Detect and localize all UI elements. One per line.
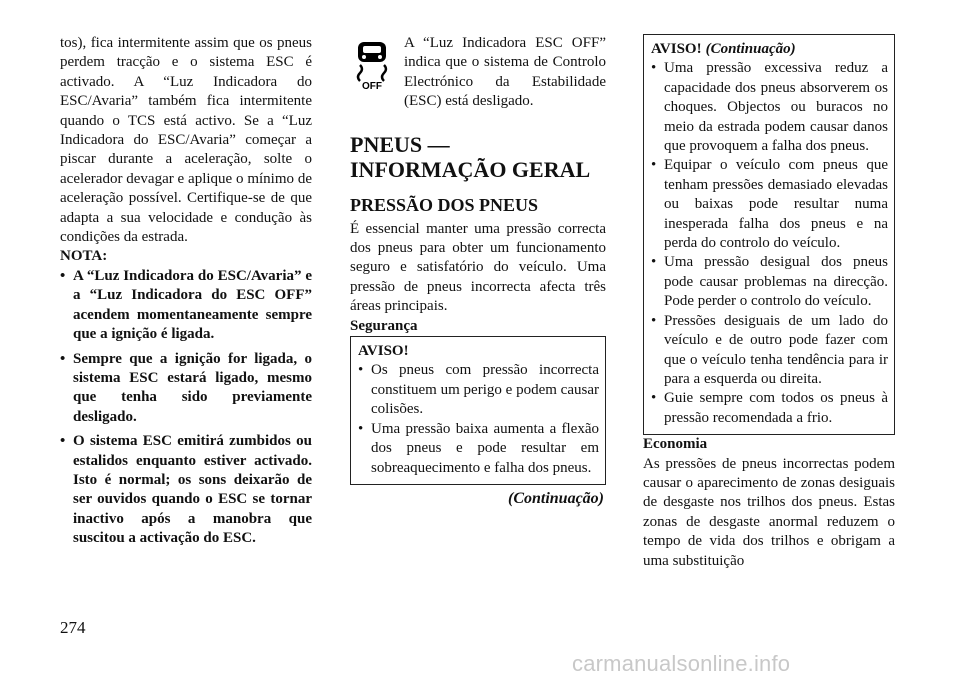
warning-title bbox=[651, 40, 888, 59]
esc-off-paragraph: A “Luz Indicadora ESC OFF” indica que o sistema de Controlo Electrónico da Estabilidade (ESC) está desligado. bbox=[404, 35, 606, 110]
economy-paragraph: As pressões de pneus incorrectas podem causar o aparecimento de zonas desiguais de desgaste nos trilhos dos pneus. Estas zonas de desgaste anormal reduzem o tempo de vida dos trilhos e obrigam a uma substituição bbox=[643, 455, 895, 569]
warning-title-suffix: (Continuação) bbox=[705, 41, 796, 57]
warning-item: • Pressões desiguais de um lado do veículo e de outro pode fazer com que o veículo tenha tendência para ir para a esquerda ou direita. bbox=[651, 312, 888, 390]
intro-paragraph: tos), fica intermitente assim que os pneus perdem tracção e o sistema ESC é activado. A “Luz Indicadora do ESC/Avaria” também fica intermitente quando o TCS está activo. Se a “Luz Indicadora do ESC/Avaria” começar a piscar durante a aceleração, solte o acelerador devagar e aplique o mínimo de aceleração possível. Certifique-se de que adapta a sua velocidade e condução às condições da estrada. bbox=[60, 35, 312, 246]
warning-title: AVISO! bbox=[358, 343, 409, 360]
esc-off-indicator-block bbox=[350, 34, 606, 112]
esc-off-icon bbox=[350, 38, 394, 90]
watermark: carmanualsonline.info bbox=[572, 651, 791, 676]
tire-pressure-paragraph: É essencial manter uma pressão correcta dos pneus para obter um funcionamento seguro e satisfatório do veículo. Uma pressão de pneus incorrecta afecta três áreas principais. bbox=[350, 220, 606, 315]
safety-label: Segurança bbox=[350, 317, 418, 334]
nota-label: NOTA: bbox=[60, 248, 108, 265]
warning-item: • Uma pressão excessiva reduz a capacidade dos pneus absorverem os choques. Objectos ou buracos no meio da estrada podem causar danos que provoquem a falha dos pneus. bbox=[651, 59, 888, 156]
warning-item: • Guie sempre com todos os pneus à pressão recomendada a frio. bbox=[651, 389, 888, 428]
column-middle bbox=[350, 34, 606, 508]
warning-box bbox=[350, 336, 606, 485]
page-number: 274 bbox=[60, 618, 86, 637]
warning-list bbox=[358, 361, 599, 477]
nota-item: • O sistema ESC emitirá zumbidos ou estalidos enquanto estiver activado. Isto é normal; os sons deixarão de ser ouvidos quando o ESC se tornar inactivo após a manobra que suscitou a activação do ESC. bbox=[60, 432, 312, 548]
nota-item: • A “Luz Indicadora do ESC/Avaria” e a “Luz Indicadora do ESC OFF” acendem momentaneamente sempre que a ignição é ligada. bbox=[60, 267, 312, 345]
warning-title-text: AVISO! bbox=[651, 41, 702, 57]
warning-item: • Equipar o veículo com pneus que tenham pressões demasiado elevadas ou baixas pode resultar numa inesperada falha dos pneus e na perda do controlo do veículo. bbox=[651, 156, 888, 253]
nota-list bbox=[60, 267, 312, 549]
warning-item: • Os pneus com pressão incorrecta constituem um perigo e podem causar colisões. bbox=[358, 361, 599, 419]
column-right bbox=[643, 34, 895, 571]
warning-item: • Uma pressão desigual dos pneus pode causar problemas na direcção. Pode perder o controlo do veículo. bbox=[651, 253, 888, 311]
section-title: PNEUS — INFORMAÇÃO GERAL bbox=[350, 131, 591, 182]
esc-off-icon-label: OFF bbox=[362, 81, 382, 90]
warning-item: • Uma pressão baixa aumenta a flexão dos pneus e pode resultar em sobreaquecimento e falha dos pneus. bbox=[358, 420, 599, 478]
subsection-title: PRESSÃO DOS PNEUS bbox=[350, 194, 539, 215]
warning-box-continued bbox=[643, 34, 895, 435]
column-left bbox=[60, 34, 312, 554]
continued-label: (Continuação) bbox=[507, 489, 604, 507]
nota-item: • Sempre que a ignição for ligada, o sistema ESC estará ligado, mesmo que tenha sido previamente desligado. bbox=[60, 350, 312, 428]
economy-label: Economia bbox=[643, 436, 708, 453]
warning-list bbox=[651, 59, 888, 428]
